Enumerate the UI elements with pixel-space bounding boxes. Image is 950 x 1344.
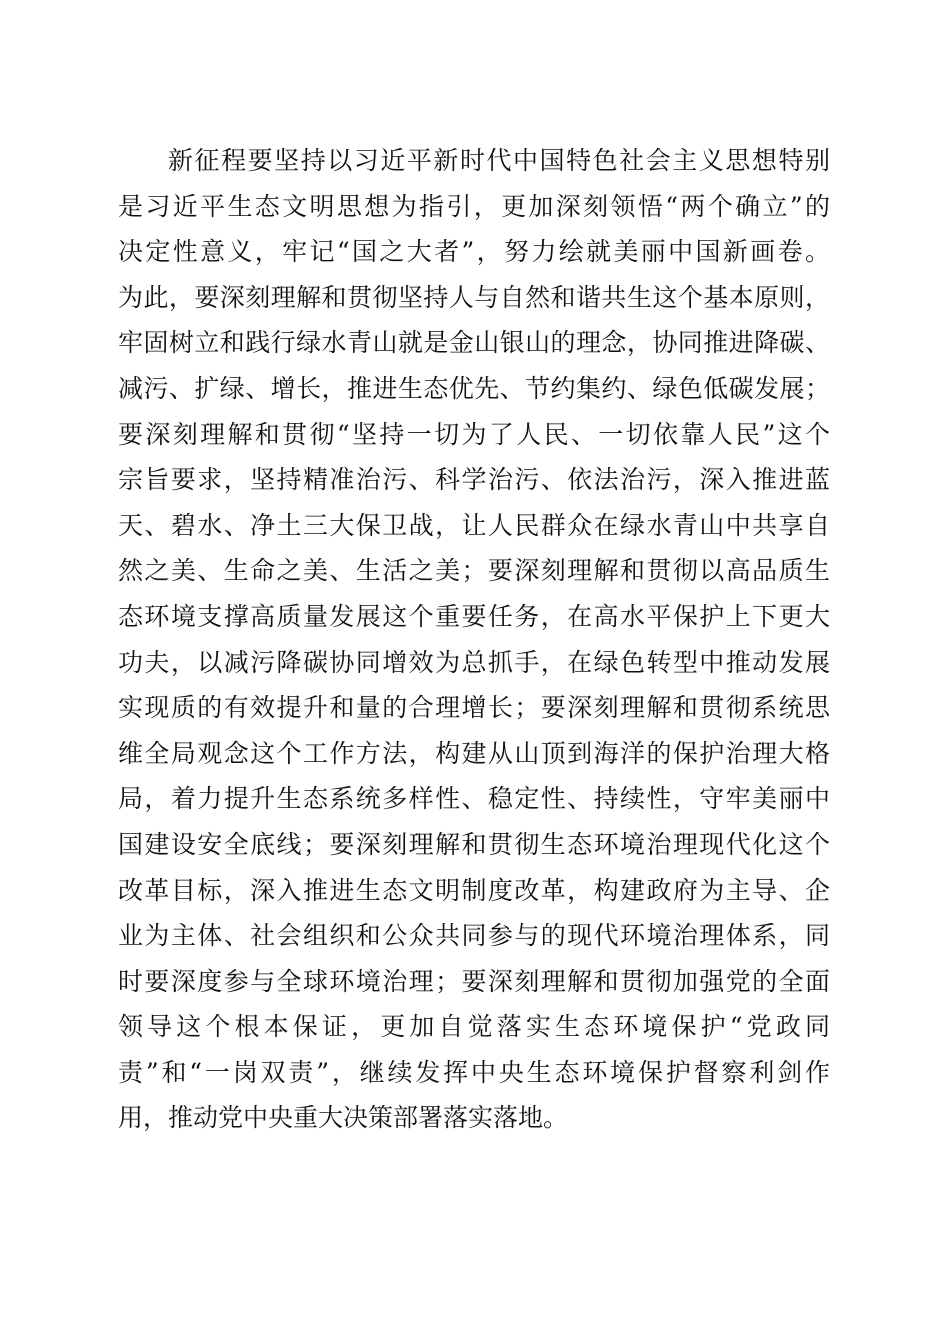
- paragraph-line: 为此，要深刻理解和贯彻坚持人与自然和谐共生这个基本原则，: [118, 282, 830, 312]
- paragraph-line: 业为主体、社会组织和公众共同参与的现代环境治理体系，同: [118, 921, 830, 951]
- paragraph-line: 减污、扩绿、增长，推进生态优先、节约集约、绿色低碳发展；: [118, 373, 830, 403]
- paragraph-line: 实现质的有效提升和量的合理增长；要深刻理解和贯彻系统思: [118, 693, 830, 723]
- paragraph-line: 领导这个根本保证，更加自觉落实生态环境保护“党政同: [118, 1012, 830, 1042]
- paragraph-line: 然之美、生命之美、生活之美；要深刻理解和贯彻以高品质生: [118, 556, 830, 586]
- paragraph-line: 用，推动党中央重大决策部署落实落地。: [118, 1103, 569, 1133]
- paragraph-line: 宗旨要求，坚持精准治污、科学治污、依法治污，深入推进蓝: [118, 465, 830, 495]
- paragraph-line: 功夫，以减污降碳协同增效为总抓手，在绿色转型中推动发展: [118, 647, 830, 677]
- paragraph-line: 天、碧水、净土三大保卫战，让人民群众在绿水青山中共享自: [118, 510, 830, 540]
- paragraph-line: 牢固树立和践行绿水青山就是金山银山的理念，协同推进降碳、: [118, 328, 830, 358]
- paragraph-line: 新征程要坚持以习近平新时代中国特色社会主义思想特别: [168, 146, 830, 175]
- paragraph-line: 要深刻理解和贯彻“坚持一切为了人民、一切依靠人民”这个: [118, 419, 830, 449]
- paragraph-line: 局，着力提升生态系统多样性、稳定性、持续性，守牢美丽中: [118, 784, 830, 814]
- paragraph-line: 国建设安全底线；要深刻理解和贯彻生态环境治理现代化这个: [118, 829, 830, 859]
- paragraph-line: 是习近平生态文明思想为指引，更加深刻领悟“两个确立”的: [118, 191, 830, 221]
- paragraph-line: 责”和“一岗双责”，继续发挥中央生态环境保护督察利剑作: [118, 1057, 830, 1087]
- paragraph-line: 态环境支撑高质量发展这个重要任务，在高水平保护上下更大: [118, 601, 830, 631]
- paragraph-line: 改革目标，深入推进生态文明制度改革，构建政府为主导、企: [118, 875, 830, 905]
- paragraph-line: 时要深度参与全球环境治理；要深刻理解和贯彻加强党的全面: [118, 966, 830, 996]
- body-paragraph: [118, 138, 830, 1141]
- paragraph-line: 决定性意义，牢记“国之大者”，努力绘就美丽中国新画卷。: [118, 237, 830, 267]
- paragraph-line: 维全局观念这个工作方法，构建从山顶到海洋的保护治理大格: [118, 738, 830, 768]
